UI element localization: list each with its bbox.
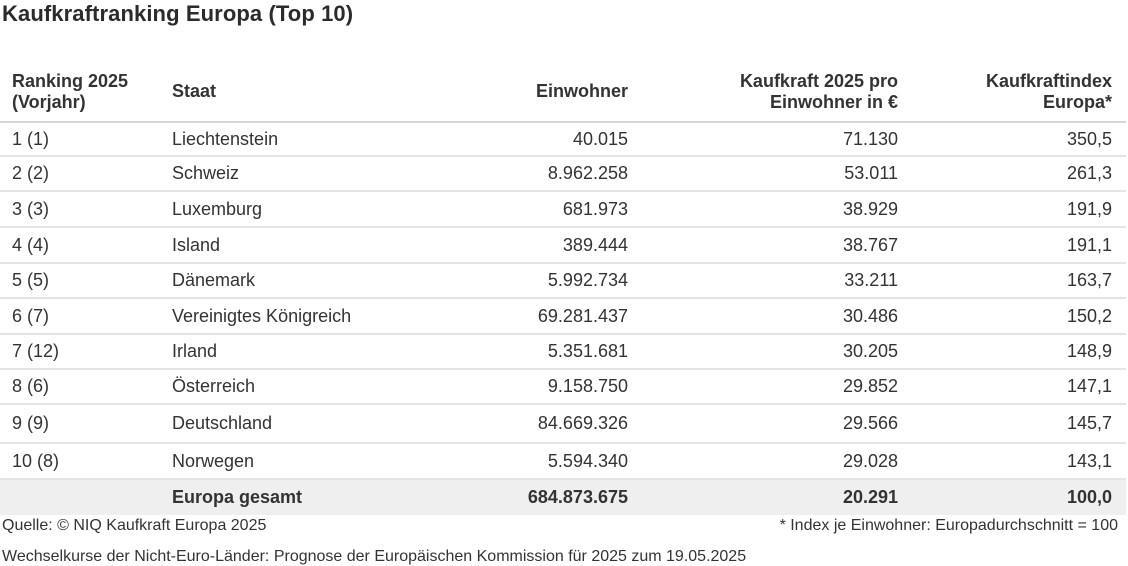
cell-purchasing-power: 33.211 <box>844 270 898 290</box>
cell-purchasing-power: 71.130 <box>842 128 898 149</box>
cell-population: 389.444 <box>562 234 628 255</box>
cell-purchasing-power: 29.028 <box>842 450 898 471</box>
cell-state: Island <box>172 234 221 255</box>
cell-index: 143,1 <box>1066 450 1112 471</box>
total-row <box>0 479 1126 515</box>
cell-population: 84.669.326 <box>537 413 628 433</box>
cell-rank: 10 (8) <box>12 450 60 471</box>
cell-index: 145,7 <box>1066 413 1112 433</box>
cell-state: Deutschland <box>172 413 273 433</box>
cell-purchasing-power: 38.767 <box>842 234 898 255</box>
total-index: 100,0 <box>1066 487 1112 507</box>
cell-population: 8.962.258 <box>547 163 628 183</box>
cell-rank: 4 (4) <box>12 234 50 255</box>
total-label: Europa gesamt <box>172 487 303 507</box>
cell-state: Österreich <box>172 376 256 396</box>
cell-purchasing-power: 29.852 <box>842 376 898 396</box>
table-header-row <box>0 62 1126 122</box>
table-row <box>0 369 1126 404</box>
cell-rank: 6 (7) <box>12 305 50 326</box>
table-row <box>0 298 1126 334</box>
cell-purchasing-power: 38.929 <box>842 198 898 219</box>
total-population: 684.873.675 <box>527 487 628 507</box>
cell-population: 40.015 <box>572 128 628 149</box>
cell-population: 5.351.681 <box>547 341 628 361</box>
cell-rank: 7 (12) <box>12 341 60 361</box>
header-population: Einwohner <box>535 81 628 101</box>
table-row <box>0 156 1126 191</box>
page-title: Kaufkraftranking Europa (Top 10) <box>2 1 354 26</box>
index-footnote: * Index je Einwohner: Europadurchschnitt = 100 <box>779 517 1118 534</box>
table-row <box>0 122 1126 156</box>
cell-index: 261,3 <box>1066 163 1112 183</box>
cell-index: 150,2 <box>1066 305 1112 326</box>
table-row <box>0 334 1126 369</box>
cell-state: Luxemburg <box>172 198 263 219</box>
table-row <box>0 227 1126 263</box>
cell-rank: 3 (3) <box>12 198 50 219</box>
cell-rank-empty <box>0 479 160 515</box>
header-index: Kaufkraftindex Europa* <box>985 70 1112 112</box>
cell-index: 147,1 <box>1066 376 1112 396</box>
cell-state: Irland <box>172 341 218 361</box>
header-state: Staat <box>172 81 217 101</box>
cell-population: 681.973 <box>562 198 628 219</box>
cell-state: Norwegen <box>172 450 255 471</box>
cell-population: 5.594.340 <box>547 450 628 471</box>
cell-purchasing-power: 29.566 <box>842 413 898 433</box>
cell-index: 191,1 <box>1066 234 1112 255</box>
cell-rank: 5 (5) <box>12 270 50 290</box>
table-row <box>0 404 1126 443</box>
cell-index: 148,9 <box>1066 341 1112 361</box>
exchange-rate-note: Wechselkurse der Nicht-Euro-Länder: Prognose der Europäischen Kommission für 2025 zum 19.05.2025 <box>2 548 747 565</box>
cell-rank: 1 (1) <box>12 128 50 149</box>
cell-population: 9.158.750 <box>547 376 628 396</box>
cell-index: 163,7 <box>1066 270 1112 290</box>
purchasing-power-table <box>0 62 1126 515</box>
cell-rank: 8 (6) <box>12 376 50 396</box>
cell-state: Vereinigtes Königreich <box>172 305 352 326</box>
header-purchasing-power: Kaufkraft 2025 pro Einwohner in € <box>739 70 898 112</box>
cell-state: Dänemark <box>172 270 256 290</box>
cell-state: Schweiz <box>172 163 240 183</box>
table-row <box>0 263 1126 298</box>
cell-purchasing-power: 30.205 <box>842 341 898 361</box>
total-purchasing-power: 20.291 <box>842 487 898 507</box>
cell-index: 191,9 <box>1066 198 1112 219</box>
cell-state: Liechtenstein <box>172 128 279 149</box>
cell-population: 69.281.437 <box>537 305 628 326</box>
cell-population: 5.992.734 <box>547 270 628 290</box>
source-note: Quelle: © NIQ Kaufkraft Europa 2025 <box>2 517 267 534</box>
table-row <box>0 443 1126 479</box>
cell-rank: 2 (2) <box>12 163 50 183</box>
header-rank: Ranking 2025 (Vorjahr) <box>12 70 129 112</box>
cell-purchasing-power: 30.486 <box>842 305 898 326</box>
cell-purchasing-power: 53.011 <box>844 163 898 183</box>
cell-index: 350,5 <box>1066 128 1112 149</box>
cell-rank: 9 (9) <box>12 413 50 433</box>
table-row <box>0 191 1126 227</box>
